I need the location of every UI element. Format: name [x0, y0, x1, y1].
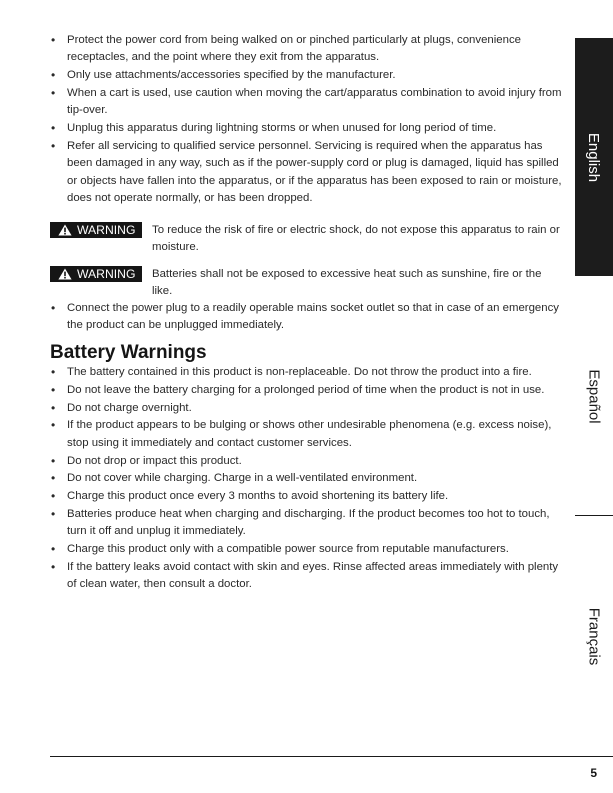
warning-badge — [50, 222, 142, 238]
list-item: • Do not leave the battery charging for a prolonged period of time when the product is not in use. — [50, 382, 564, 399]
language-tab-label: English — [585, 132, 603, 182]
list-item: • If the battery leaks avoid contact with skin and eyes. Rinse affected areas immediately with plenty of clean water, then consult a doctor. — [50, 559, 564, 594]
warning-badge — [50, 266, 142, 282]
list-item: • Charge this product once every 3 months to avoid shortening its battery life. — [50, 488, 564, 505]
list-item: • Do not cover while charging. Charge in a well-ventilated environment. — [50, 470, 564, 487]
safety-instructions-list — [50, 32, 564, 208]
warning-badge-label: WARNING — [77, 267, 136, 281]
power-plug-list — [50, 300, 564, 335]
language-tab-english[interactable] — [575, 38, 613, 276]
list-item: • If the product appears to be bulging or shows other undesirable phenomena (e.g. excess noise), stop using it immediately and contact customer services. — [50, 417, 564, 452]
warning-badge-label: WARNING — [77, 223, 136, 237]
warning-triangle-icon — [58, 268, 72, 280]
language-tab-espanol[interactable] — [575, 276, 613, 516]
list-item: • The battery contained in this product is non-replaceable. Do not throw the product into a fire. — [50, 364, 564, 381]
language-tab-label: Español — [585, 368, 603, 424]
warning-text: To reduce the risk of fire or electric shock, do not expose this apparatus to rain or moisture. — [152, 224, 560, 254]
list-item: • Unplug this apparatus during lightning storms or when unused for long period of time. — [50, 120, 564, 137]
language-tab-francais[interactable] — [575, 516, 613, 756]
section-heading: Battery Warnings — [50, 342, 207, 363]
list-item: • Charge this product only with a compatible power source from reputable manufacturers. — [50, 541, 564, 558]
list-item: • Refer all servicing to qualified service personnel. Servicing is required when the apparatus has been damaged in any way, such as if the power-supply cord or plug is damaged, liquid has spilled or objects have fallen into the apparatus, or if the apparatus has been exposed to rain or moisture, does not operate normally, or has been dropped. — [50, 138, 564, 208]
footer-divider — [50, 756, 613, 757]
list-item: • Batteries produce heat when charging and discharging. If the product becomes too hot to touch, turn it off and unplug it immediately. — [50, 506, 564, 541]
list-item: • When a cart is used, use caution when moving the cart/apparatus combination to avoid injury from tip-over. — [50, 85, 564, 120]
list-item: • Do not charge overnight. — [50, 400, 564, 417]
warning-notice — [50, 266, 564, 301]
warning-triangle-icon — [58, 224, 72, 236]
list-item: • Connect the power plug to a readily operable mains socket outlet so that in case of an emergency the product can be unplugged immediately. — [50, 300, 564, 335]
list-item: • Do not drop or impact this product. — [50, 453, 564, 470]
list-item: • Protect the power cord from being walked on or pinched particularly at plugs, convenience receptacles, and the point where they exit from the apparatus. — [50, 32, 564, 67]
warning-notice — [50, 222, 564, 257]
language-tab-label: Français — [585, 607, 603, 665]
list-item: • Only use attachments/accessories specified by the manufacturer. — [50, 67, 564, 84]
battery-warnings-list — [50, 364, 564, 594]
page-number: 5 — [590, 766, 597, 780]
warning-text: Batteries shall not be exposed to excessive heat such as sunshine, fire or the like. — [152, 268, 542, 298]
